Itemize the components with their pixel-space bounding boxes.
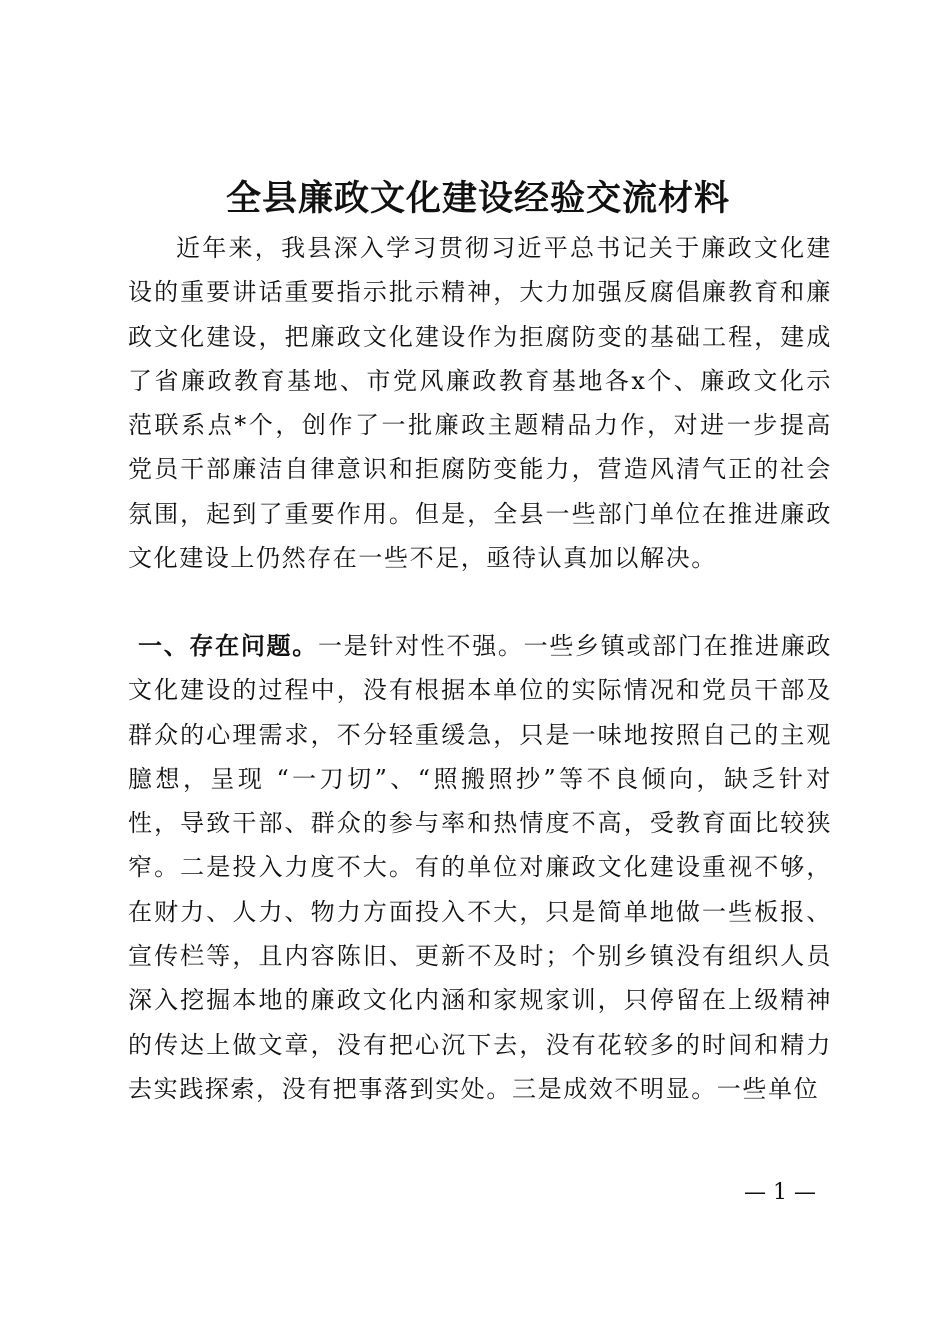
page-number: — 1 — [744,1180,816,1205]
section-1-body: 一是针对性不强。一些乡镇或部门在推进廉政文化建设的过程中，没有根据本单位的实际情况和党员干部及群众的心理需求，不分轻重缓急，只是一味地按照自己的主观臆想，呈现 “一刀切”、“照搬照抄”等不良倾向，缺乏针对性，导致干部、群众的参与率和热情度不高，受教育面比较狭窄。二是投入力度不大。有的单位对廉政文化建设重视不够，在财力、人力、物力方面投入不大，只是简单地做一些板报、宣传栏等，且内容陈旧、更新不及时；个别乡镇没有组织人员深入挖掘本地的廉政文化内涵和家规家训，只停留在上级精神的传达上做文章，没有把心沉下去，没有花较多的时间和精力去实践探索，没有把事落到实处。三是成效不明显。一些单位 [128,632,832,1103]
section-1-heading: 一、存在问题。 [138,632,318,660]
section-1-paragraph [128,624,832,1111]
intro-paragraph: 近年来，我县深入学习贯彻习近平总书记关于廉政文化建设的重要讲话重要指示批示精神，大力加强反腐倡廉教育和廉政文化建设，把廉政文化建设作为拒腐防变的基础工程，建成了省廉政教育基地、市党风廉政教育基地各x个、廉政文化示范联系点*个，创作了一批廉政主题精品力作，对进一步提高党员干部廉洁自律意识和拒腐防变能力，营造风清气正的社会氛围，起到了重要作用。但是，全县一些部门单位在推进廉政文化建设上仍然存在一些不足，亟待认真加以解决。 [128,234,832,573]
document-title: 全县廉政文化建设经验交流材料 [225,178,730,219]
